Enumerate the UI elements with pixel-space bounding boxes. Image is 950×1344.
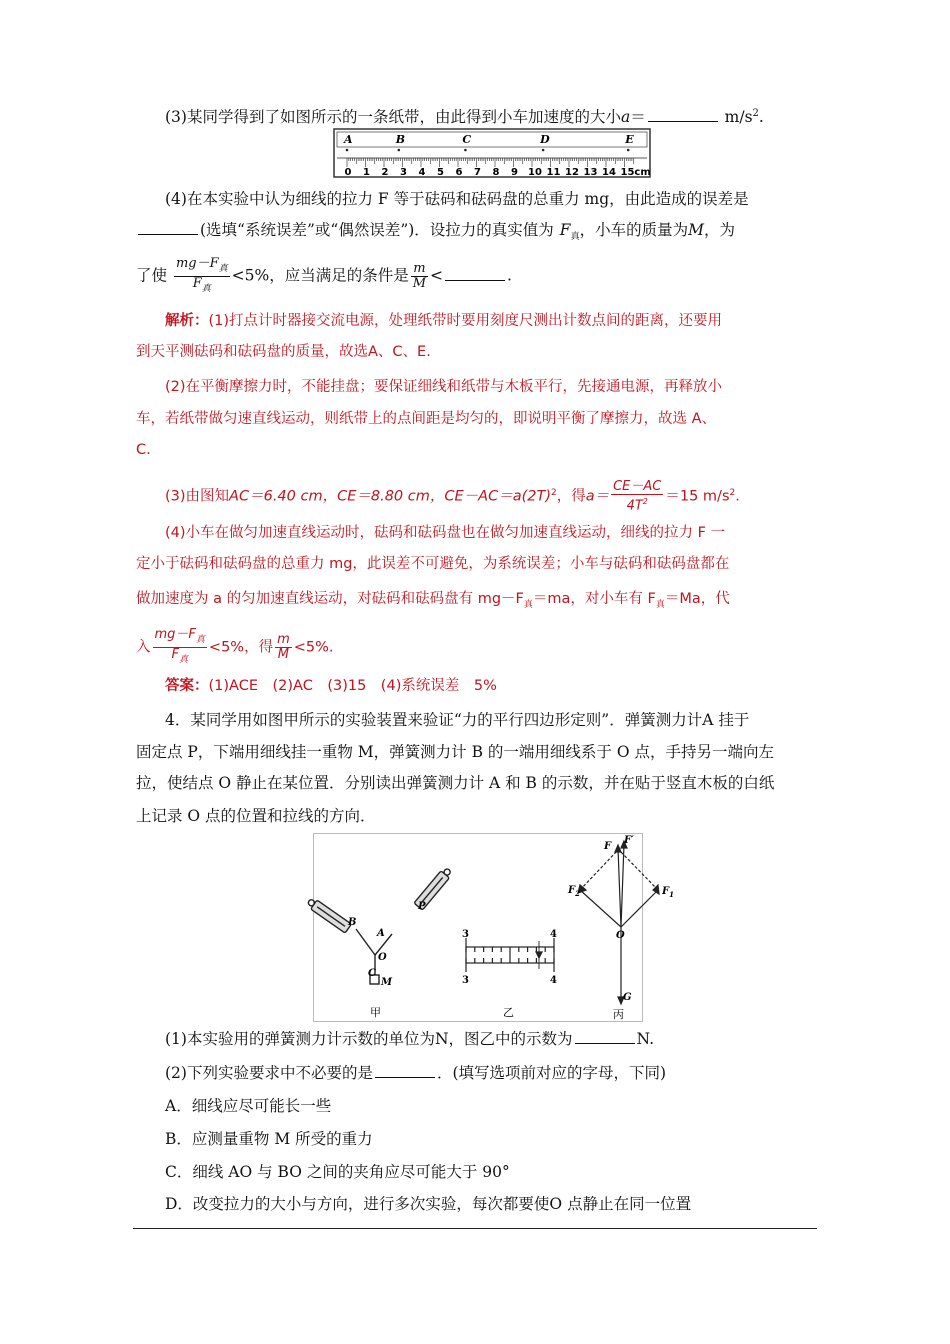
sub1	[165, 1029, 654, 1049]
q4main-l1: 4．某同学用如图甲所示的实验装置来验证“力的平行四边形定则”．弹簧测力计A 挂于	[165, 711, 750, 729]
analysis-p5-frac2-den: M	[277, 647, 290, 662]
tape-point-label: D	[540, 133, 550, 146]
analysis-p5c: <5%.	[293, 639, 334, 656]
q4-frac-den-sub: 真	[201, 284, 211, 294]
tape-point-dot	[542, 149, 545, 152]
analysis-p1b: 到天平测砝码和砝码盘的质量，故选A、C、E.	[136, 344, 431, 360]
q4-l3c: <	[430, 266, 444, 285]
q4-l2a: (选填“系统误差”或“偶然误差”)．设拉力的真实值为	[200, 221, 554, 239]
analysis-p3-frac	[611, 480, 663, 513]
sub1-text: (1)本实验用的弹簧测力计示数的单位为N，图乙中的示数为	[165, 1030, 573, 1048]
sub1-blank[interactable]	[575, 1029, 635, 1044]
label-F2-main: F	[568, 885, 576, 896]
option-D: D．改变拉力的大小与方向，进行多次实验，每次都要使O 点静止在同一位置	[165, 1195, 692, 1213]
q4-l3end: .	[507, 266, 512, 285]
option-C: C．细线 AO 与 BO 之间的夹角应尽可能大于 90°	[165, 1163, 510, 1181]
label-jia: 甲	[370, 1006, 381, 1019]
q4-frac2-den: M	[412, 276, 427, 291]
label-Fprime: F′	[624, 835, 634, 846]
answer-label: 答案：	[165, 678, 209, 694]
ruler-number: 3	[400, 167, 407, 178]
label-F2-sub: 2	[575, 889, 580, 898]
q4-fraction	[174, 257, 230, 296]
q3-end: .	[758, 108, 764, 127]
ruler-number: 10	[528, 167, 542, 178]
label-A: A	[377, 928, 385, 939]
label-G: G	[623, 992, 632, 1003]
q4-l2c: ，小车的质量为	[579, 221, 689, 239]
analysis-p2c: C.	[136, 442, 151, 458]
scale-top-left: 3	[462, 929, 469, 940]
ruler-number: 15cm	[620, 167, 651, 178]
q4-frac-num-sub: 真	[218, 264, 228, 274]
ruler-number: 2	[381, 167, 389, 178]
tape-point-dot	[627, 149, 630, 152]
sub2-blank[interactable]	[375, 1063, 435, 1078]
analysis-p1a	[165, 311, 722, 331]
q4-l3b: <5%，应当满足的条件是	[231, 266, 409, 285]
label-F: F	[604, 841, 612, 852]
analysis-p4a: (4)小车在做匀加速直线运动时，砝码和砝码盘也在做匀加速直线运动，细线的拉力 F 一	[165, 525, 726, 541]
sub1-unit: N.	[636, 1030, 655, 1048]
q4main-l3: 拉，使结点 O 静止在某位置．分别读出弹簧测力计 A 和 B 的示数，并在贴于竖直木板的白纸	[136, 774, 775, 792]
analysis-p3-frac-num: CE－AC	[613, 479, 662, 494]
answer-text: (1)ACE (2)AC (3)15 (4)系统误差 5%	[208, 678, 497, 694]
analysis-p4b: 定小于砝码和砝码盘的总重力 mg，此误差不可避免，为系统误差；小车与砝码和砝码盘都在	[136, 556, 730, 572]
q4-line3	[136, 257, 512, 296]
tape-point-label: C	[462, 133, 472, 146]
label-F1-sub: 1	[669, 890, 674, 899]
analysis-p3sup: 2	[550, 487, 557, 498]
scale-bot-left: 3	[462, 975, 469, 986]
q3-text: (3)某同学得到了如图所示的一条纸带，由此得到小车加速度的大小	[165, 108, 621, 127]
analysis-p5-frac-numsub: 真	[195, 635, 205, 645]
q4-frac-den: F	[192, 276, 202, 291]
option-A: A．细线应尽可能长一些	[165, 1097, 332, 1115]
sub2-text: (2)下列实验要求中不必要的是	[165, 1064, 373, 1082]
analysis-p5b: <5%，得	[208, 639, 274, 656]
figure-yi-scale	[466, 938, 554, 972]
q3-answer-blank[interactable]	[648, 107, 718, 122]
q4-l2b: F	[559, 221, 571, 239]
experiment-figure	[313, 833, 674, 1022]
analysis-p3-frac-den: 4T	[626, 498, 643, 514]
ruler-number: 7	[474, 167, 481, 178]
ruler-number: 1	[363, 167, 370, 178]
analysis-p3-frac-densup: 2	[642, 497, 648, 506]
tape-point-label: B	[395, 133, 406, 146]
analysis-p3a: (3)由图知	[165, 488, 230, 505]
tape-ruler-figure	[333, 128, 651, 178]
label-O2: O	[616, 930, 625, 941]
ruler-number: 5	[437, 167, 444, 178]
label-bing: 丙	[613, 1008, 624, 1021]
q4-line1: (4)在本实验中认为细线的拉力 F 等于砝码和砝码盘的总重力 mg，由此造成的误差是	[165, 190, 749, 208]
q3-var: a	[620, 108, 631, 127]
label-M: M	[381, 977, 393, 988]
sub2	[165, 1063, 666, 1083]
q4-l2d: M	[688, 221, 704, 239]
analysis-p3	[165, 480, 740, 513]
label-yi: 乙	[503, 1006, 514, 1019]
tape-point-dot	[346, 149, 349, 152]
ruler-number: 13	[583, 167, 598, 178]
scale-top-right: 4	[550, 929, 557, 940]
q3-eq: ＝	[630, 108, 646, 127]
analysis-p2a: (2)在平衡摩擦力时，不能挂盘；要保证细线和纸带与木板平行，先接通电源，再释放小	[165, 379, 723, 395]
label-B: B	[348, 917, 357, 928]
analysis-p4c-sub: 真	[523, 600, 533, 610]
analysis-p4c	[136, 589, 730, 615]
analysis-p3f: .	[735, 488, 740, 505]
q4-fraction2	[411, 262, 428, 291]
figure-jia	[306, 866, 454, 984]
ruler-number: 12	[565, 167, 579, 178]
analysis-title: 解析：	[165, 313, 209, 329]
analysis-p5-frac-densub: 真	[178, 655, 188, 665]
analysis-p4c-text: 做加速度为 a 的匀加速直线运动，对砝码和砝码盘有 mg－F	[136, 591, 524, 607]
ruler-number: 6	[455, 167, 463, 178]
q3-line	[165, 104, 764, 127]
ruler-number: 0	[344, 167, 352, 178]
q4-error-blank[interactable]	[138, 220, 198, 235]
sub2-note: ．(填写选项前对应的字母，下同)	[436, 1064, 667, 1082]
figure-bing-forces	[578, 841, 659, 1004]
analysis-p4d: ＝ma，对小车有 F	[532, 591, 656, 607]
ruler-number: 11	[546, 167, 561, 178]
q4-line2	[136, 220, 735, 247]
label-F1-main: F	[662, 886, 670, 897]
scale-bot-right: 4	[550, 975, 557, 986]
analysis-p5-frac-den: F	[171, 647, 179, 662]
q4-condition-blank[interactable]	[445, 266, 505, 281]
bottom-rule	[133, 1228, 817, 1229]
q4-l3a: 了使	[136, 266, 168, 285]
label-C: C	[368, 968, 376, 979]
q4-l2e: ，为	[703, 221, 735, 239]
q4main-l2: 固定点 P，下端用细线挂一重物 M，弹簧测力计 B 的一端用细线系于 O 点，手持另一端向左	[136, 743, 774, 761]
analysis-p4e: ＝Ma，代	[664, 591, 730, 607]
analysis-p5-frac2-num: m	[277, 632, 290, 647]
option-B: B．应测量重物 M 所受的重力	[165, 1130, 373, 1148]
analysis-p3b: AC＝6.40 cm，CE＝8.80 cm，CE－AC＝a(2T)	[229, 488, 551, 505]
analysis-p3esup: 2	[729, 487, 736, 498]
label-P: P	[418, 901, 426, 912]
tape-point-label: A	[344, 133, 353, 146]
label-F1	[661, 886, 674, 899]
label-F2	[567, 885, 580, 898]
label-O: O	[378, 952, 387, 963]
analysis-p5a: 入	[136, 639, 151, 656]
analysis-p5-frac-num: mg－F	[154, 627, 196, 642]
q4-l2sub: 真	[570, 232, 580, 242]
analysis-p5	[136, 628, 334, 667]
analysis-p1a-text: (1)打点计时器接交流电源，处理纸带时要用刻度尺测出计数点间的距离，还要用	[208, 313, 723, 329]
analysis-p3c: ，得	[556, 488, 586, 505]
ruler-number: 8	[492, 167, 500, 178]
analysis-p5-frac	[153, 628, 207, 667]
ruler-number: 9	[511, 167, 518, 178]
analysis-p2b: 车，若纸带做匀速直线运动，则纸带上的点间距是均匀的，即说明平衡了摩擦力，故选 A、	[136, 411, 717, 427]
q4-frac-num: mg－F	[175, 256, 219, 271]
answer-line	[165, 676, 497, 696]
analysis-p3d: a＝	[585, 488, 610, 505]
tape-point-dot	[398, 149, 401, 152]
q3-unit: m/s	[719, 108, 753, 127]
ruler-number: 14	[602, 167, 616, 178]
ruler-number: 4	[418, 167, 426, 178]
q4-frac2-num: m	[413, 261, 426, 276]
q3-unit-sup: 2	[752, 108, 759, 119]
analysis-p3e: ＝15 m/s	[665, 488, 730, 505]
q4main-l4: 上记录 O 点的位置和拉线的方向．	[136, 807, 376, 825]
analysis-p5-frac2	[275, 633, 292, 662]
tape-point-label: E	[625, 133, 634, 146]
tape-point-dot	[464, 149, 467, 152]
analysis-p4d-sub: 真	[655, 600, 665, 610]
